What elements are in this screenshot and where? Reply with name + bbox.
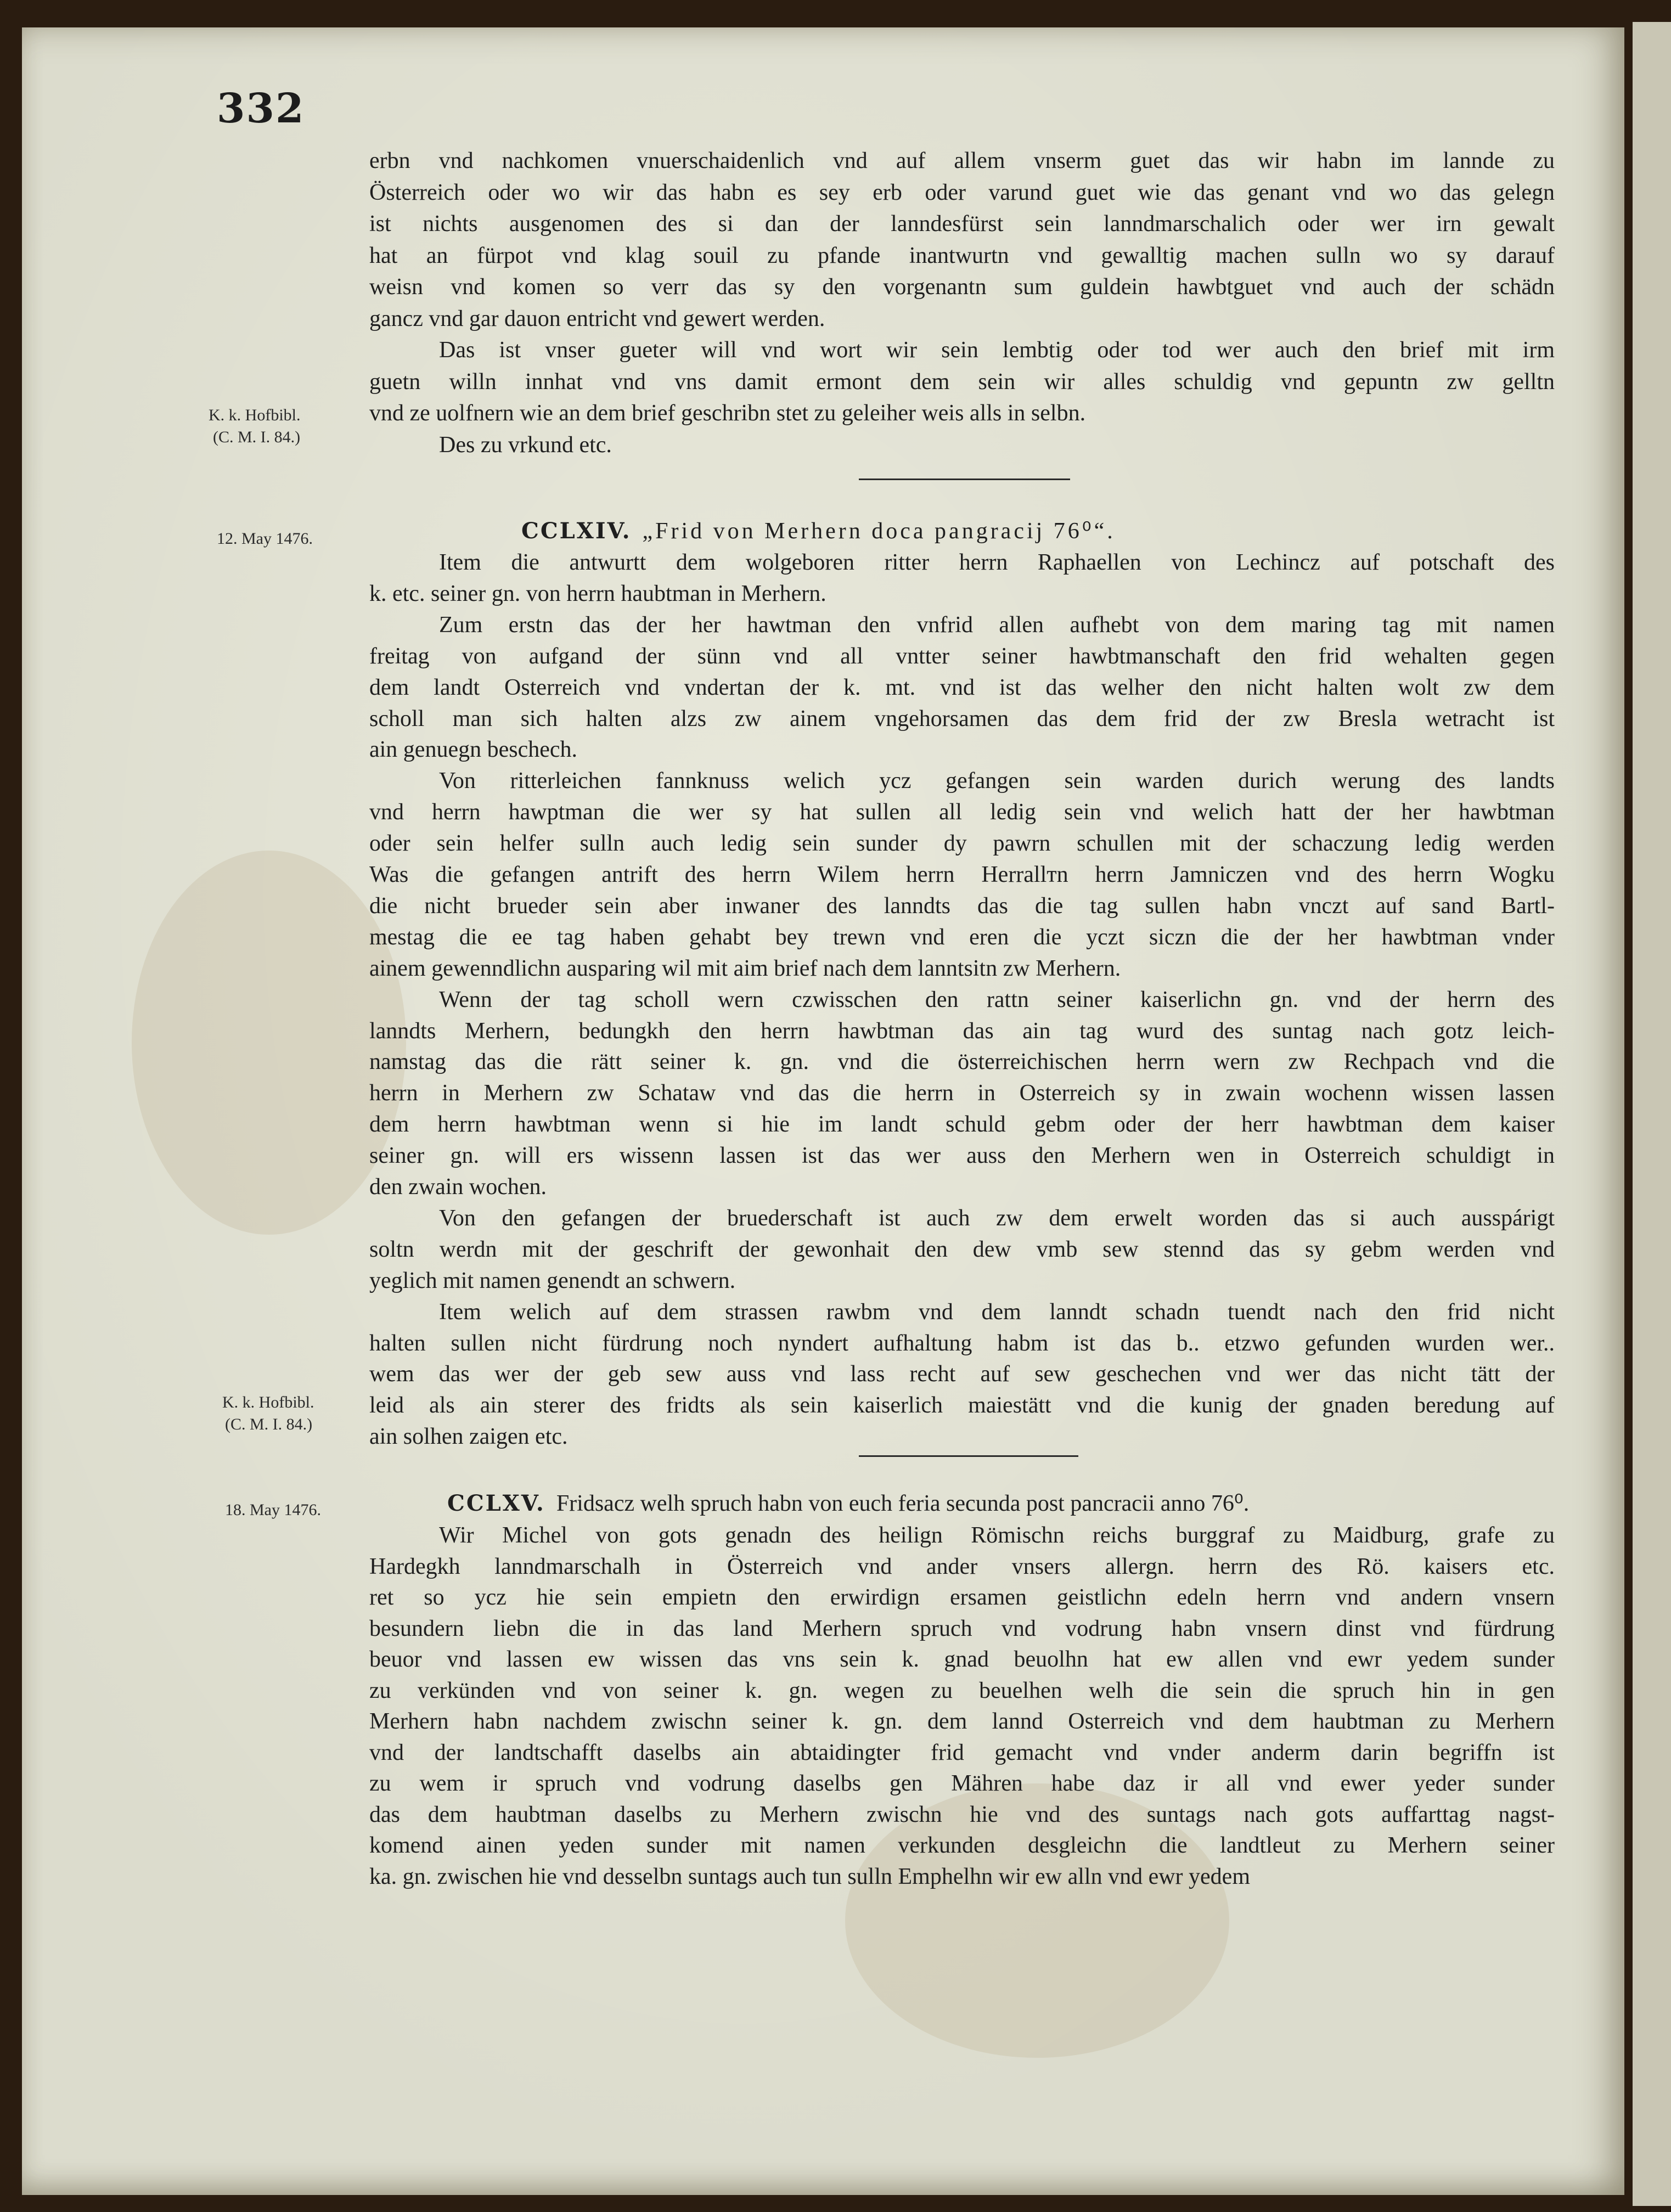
section-divider xyxy=(859,479,1070,480)
text-line: ainem gewenndlichn ausparing wil mit aim brief nach dem lanntsitn zw Merhern. xyxy=(369,955,1121,981)
text-line: Zum erstn das der her hawtman den vnfrid allen aufhebt von dem maring tag mit namen xyxy=(439,612,1555,638)
text-line: guetn willn innhat vnd vns damit ermont dem sein wir alles schuldig vnd gepuntn zw gelltn xyxy=(369,369,1555,395)
text-line: Merhern habn nachdem zwischn seiner k. gn. dem lannd Osterreich vnd dem haubtman zu Merhern xyxy=(369,1709,1555,1734)
text-line: weisn vnd komen so verr das sy den vorgenantn sum guldein hawbtguet vnd auch der schädn xyxy=(369,274,1555,300)
text-line: Wenn der tag scholl wern czwisschen den rattn seiner kaiserlichn gn. vnd der herrn des xyxy=(439,987,1555,1012)
text-line: Wir Michel von gots genadn des heilign Römischn reichs burggraf zu Maidburg, grafe zu xyxy=(439,1523,1555,1548)
text-line: freitag von aufgand der sünn vnd all vntter seiner hawbtmanschaft den frid wehalten gegen xyxy=(369,643,1555,669)
text-line: Was die gefangen antrift des herrn Wilem herrn Herrallтn herrn Jamniczen vnd des herrn Wogku xyxy=(369,862,1555,887)
text-line: yeglich mit namen genendt an schwern. xyxy=(369,1268,736,1293)
section-265-number: CCLXV. xyxy=(447,1490,545,1516)
text-line: herrn in Merhern zw Schataw vnd das die herrn in Osterreich sy in zwain wochenn wissen lassen xyxy=(369,1080,1555,1106)
text-line: komend ainen yeden sunder mit namen verkunden desgleichn die landtleut zu Merhern seiner xyxy=(369,1833,1555,1858)
section-264-title: „Frid von Merhern doca pangracij 76⁰“. xyxy=(642,519,1116,544)
text-line: namstag das die rätt seiner k. gn. vnd die österreichischen herrn wern zw Rechpach vnd die xyxy=(369,1049,1555,1075)
text-line: dem landt Osterreich vnd vndertan der k. mt. vnd ist das welher den nicht halten wolt zw dem xyxy=(369,674,1555,700)
section-265-title: Fridsacz welh spruch habn von euch feria secunda post pancracii anno 76⁰. xyxy=(556,1491,1250,1516)
text-line: Österreich oder wo wir das habn es sey erb oder varund guet wie das genant vnd wo das gelegn xyxy=(369,179,1555,205)
section-264-source-line1: K. k. Hofbibl. xyxy=(222,1393,314,1411)
text-line: leid als ain sterer des fridts als sein kaiserlich maiestätt vnd die kunig der gnaden beredung auf xyxy=(369,1393,1555,1419)
text-line: ain solhen zaigen etc. xyxy=(369,1424,568,1450)
text-line: ain genuegn beschech. xyxy=(369,737,578,763)
section-264-date: 12. May 1476. xyxy=(217,530,313,548)
text-line: hat an fürpot vnd klag souil zu pfande inantwurtn vnd gewalltig machen sulln wo sy darauf xyxy=(369,243,1555,268)
text-line: beuor vnd lassen ew wissen das vns sein k. gnad beuolhn hat ew allen vnd ewr yedem sunder xyxy=(369,1647,1555,1672)
text-line: mestag die ee tag haben gehabt bey trewn vnd eren die yczt siczn die der her hawbtman vnder xyxy=(369,924,1555,950)
text-line: zu verkünden vnd von seiner k. gn. wegen zu beuelhen welh die sein die spruch hin in gen xyxy=(369,1678,1555,1703)
text-line: ist nichts ausgenomen des si dan der lanndesfürst sein lanndmarschalich oder wer irn gewalt xyxy=(369,211,1555,237)
text-line: oder sein helfer sulln auch ledig sein sunder dy pawrn schullen mit der schaczung ledig werden xyxy=(369,831,1555,857)
text-line: erbn vnd nachkomen vnuerschaidenlich vnd auf allem vnserm guet das wir habn im lannde zu xyxy=(369,148,1555,173)
section-264-number: CCLXIV. xyxy=(521,518,632,544)
text-line: lanndts Merhern, bedungkh den herrn hawbtman das ain tag wurd des suntag nach gotz leich- xyxy=(369,1018,1555,1044)
page-number: 332 xyxy=(217,85,305,132)
section-264-source-line2: (C. M. I. 84.) xyxy=(225,1415,313,1433)
section-265-heading xyxy=(447,1488,1490,1519)
text-line: halten sullen nicht fürdrung noch nyndert aufhaltung habm ist das b.. etzwo gefunden wurden wer.. xyxy=(369,1330,1555,1356)
source-note-line2: (C. M. I. 84.) xyxy=(213,428,301,446)
facing-page-edge xyxy=(1633,22,1671,2206)
section-divider xyxy=(859,1455,1078,1457)
text-line: besundern liebn die in das land Merhern spruch vnd vodrung habn vnsern dinst vnd fürdrung xyxy=(369,1616,1555,1641)
section-265-date: 18. May 1476. xyxy=(225,1501,321,1519)
text-line: Hardegkh lanndmarschalh in Österreich vnd ander vnsers allergn. herrn des Rö. kaisers etc. xyxy=(369,1554,1555,1579)
text-line: Von den gefangen der bruederschaft ist auch zw dem erwelt worden das si auch ausspárigt xyxy=(439,1205,1555,1231)
text-line: wem das wer der geb sew auss vnd lass recht auf sew geschechen vnd wer das nicht tätt der xyxy=(369,1361,1555,1387)
text-line: das dem haubtman daselbs zu Merhern zwischn hie vnd des suntags nach gots auffarttag nagst- xyxy=(369,1802,1555,1827)
source-note-line1: K. k. Hofbibl. xyxy=(209,406,301,424)
text-line: zu wem ir spruch vnd vodrung daselbs gen Mähren habe daz ir all vnd ewer yeder sunder xyxy=(369,1771,1555,1796)
text-line: vnd der landtschafft daselbs ain abtaidingter frid gemacht vnd vnder anderm darin begriffn ist xyxy=(369,1740,1555,1765)
text-line: k. etc. seiner gn. von herrn haubtman in Merhern. xyxy=(369,581,826,606)
text-line: soltn werdn mit der geschrift der gewonhait den dew vmb sew stennd das sy gebm werden vnd xyxy=(369,1236,1555,1262)
text-line: den zwain wochen. xyxy=(369,1174,547,1200)
text-line: die nicht brueder sein aber inwaner des lanndts das die tag sullen habn vnczt auf sand Bartl- xyxy=(369,893,1555,919)
text-line: dem herrn hawbtman wenn si hie im landt schuld gebm oder der herr hawbtman dem kaiser xyxy=(369,1112,1555,1138)
text-line: Von ritterleichen fannknuss welich ycz gefangen sein warden durich werung des landts xyxy=(439,768,1555,794)
section-264-heading xyxy=(521,516,1564,547)
text-line: seiner gn. will ers wissenn lassen ist das wer auss den Merhern wen in Osterreich schuldigt in xyxy=(369,1143,1555,1169)
text-line: Item die antwurtt dem wolgeboren ritter herrn Raphaellen von Lechincz auf potschaft des xyxy=(439,550,1555,575)
text-line: ret so ycz hie sein empietn den erwirdign ersamen geistlichn edeln herrn vnd andern vnsern xyxy=(369,1585,1555,1610)
text-line: ka. gn. zwischen hie vnd desselbn suntags auch tun sulln Emphelhn wir ew alln vnd ewr yedem xyxy=(369,1864,1250,1889)
text-line: Das ist vnser gueter will vnd wort wir sein lembtig oder tod wer auch den brief mit irm xyxy=(439,337,1555,363)
text-line: Item welich auf dem strassen rawbm vnd dem lanndt schadn tuendt nach den frid nicht xyxy=(439,1299,1555,1325)
text-line: vnd ze uolfnern wie an dem brief geschribn stet zu geleiher weis alls in selbn. xyxy=(369,401,1086,426)
paper-stain xyxy=(132,851,406,1235)
text-line: gancz vnd gar dauon entricht vnd gewert werden. xyxy=(369,306,825,331)
text-line: scholl man sich halten alzs zw ainem vngehorsamen das dem frid der zw Bresla wetracht ist xyxy=(369,706,1555,731)
text-line: vnd herrn hawptman die wer sy hat sullen all ledig sein vnd welich hatt der her hawbtman xyxy=(369,800,1555,825)
text-line: Des zu vrkund etc. xyxy=(439,432,612,458)
